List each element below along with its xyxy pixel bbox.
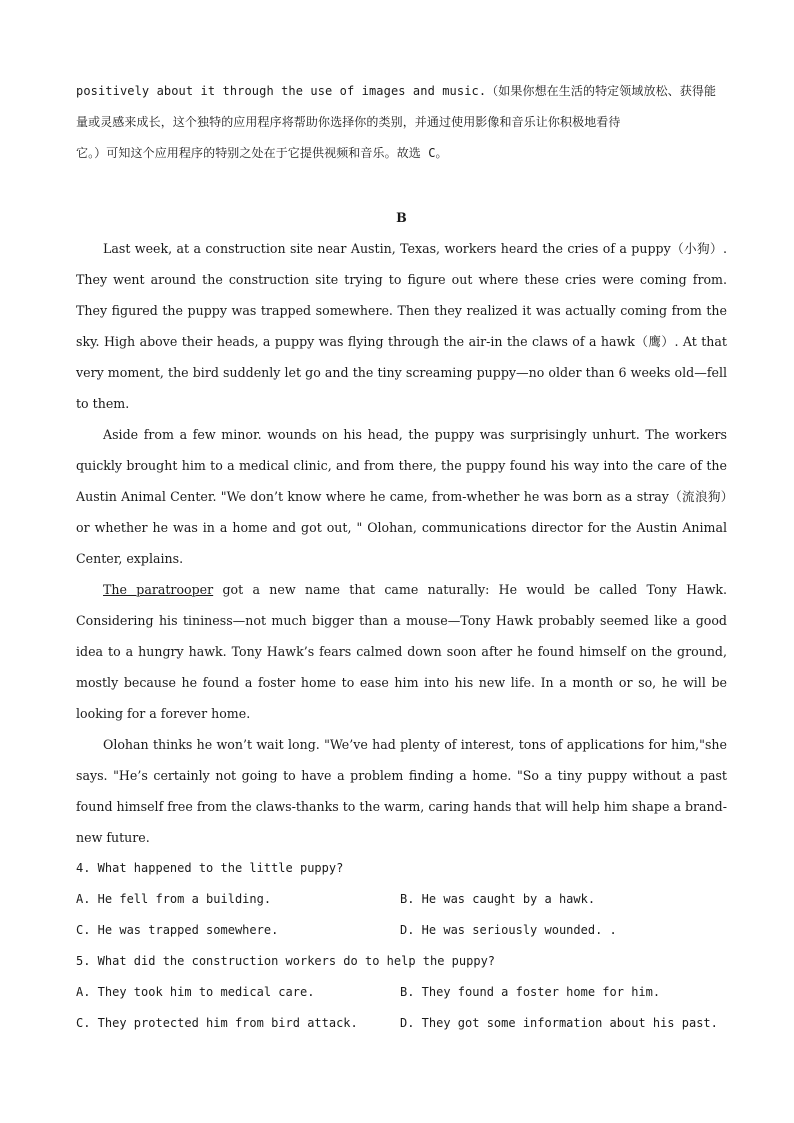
answer-options: [76, 884, 727, 946]
passage-a-explanation: [76, 76, 727, 169]
underlined-phrase: The paratrooper: [103, 582, 214, 597]
option-a[interactable]: A. They took him to medical care.: [76, 985, 315, 999]
explanation-line-3: 它。）可知这个应用程序的特别之处在于它提供视频和音乐。故选 C。: [76, 146, 448, 160]
option-b[interactable]: B. He was caught by a hawk.: [400, 892, 596, 906]
option-a[interactable]: A. He fell from a building.: [76, 892, 272, 906]
passage-paragraph-2: Aside from a few minor. wounds on his head, the puppy was surprisingly unhurt. The workers quickly brought him to a medical clinic, and from there, the puppy found his way into the care of the Austin Animal Center. "We don’t know where he came, from-whether he was born as a stray（流浪狗）or whether he was in a home and got out, " Olohan, communications director for the Austin Animal Center, explains.: [76, 427, 727, 566]
explanation-line-1: positively about it through the use of images and music.（如果你想在生活的特定领域放松、获得能: [76, 84, 717, 98]
question-5: [76, 946, 727, 1039]
section-heading-b: B: [396, 210, 407, 225]
answer-options: [76, 977, 727, 1039]
passage-paragraph-1: Last week, at a construction site near Austin, Texas, workers heard the cries of a puppy（小狗）. They went around the construction site trying to figure out where these cries were coming from. They figured the puppy was trapped somewhere. Then they realized it was actually coming from the sky. High above their heads, a puppy was flying through the air-in the claws of a hawk（鹰）. At that very moment, the bird suddenly let go and the tiny screaming puppy—no older than 6 weeks old—fell to them.: [76, 241, 727, 411]
passage-paragraph-4: Olohan thinks he won’t wait long. "We’ve had plenty of interest, tons of applications for him,"she says. "He’s certainly not going to have a problem finding a home. "So a tiny puppy without a past found himself free from the claws-thanks to the warm, caring hands that will help him shape a brand-new future.: [76, 737, 727, 845]
option-b[interactable]: B. They found a foster home for him.: [400, 985, 661, 999]
option-c[interactable]: C. He was trapped somewhere.: [76, 923, 279, 937]
option-c[interactable]: C. They protected him from bird attack.: [76, 1016, 358, 1030]
paragraph-3-text: got a new name that came naturally: He would be called Tony Hawk. Considering his tininess—not much bigger than a mouse—Tony Hawk probably seemed like a good idea to a hungry hawk. Tony Hawk’s fears calmed down soon after he found himself on the ground, mostly because he found a foster home to ease him into his new life. In a month or so, he will be looking for a forever home.: [76, 582, 727, 721]
passage-paragraph-3: [76, 574, 727, 729]
question-stem: 4. What happened to the little puppy?: [76, 861, 344, 875]
document-page: [76, 76, 727, 1039]
question-4: [76, 853, 727, 946]
question-stem: 5. What did the construction workers do to help the puppy?: [76, 954, 496, 968]
option-d[interactable]: D. He was seriously wounded. .: [400, 923, 617, 937]
option-d[interactable]: D. They got some information about his past.: [400, 1016, 718, 1030]
explanation-line-2: 量或灵感来成长，这个独特的应用程序将帮助你选择你的类别，并通过使用影像和音乐让你积极地看待: [76, 115, 621, 129]
